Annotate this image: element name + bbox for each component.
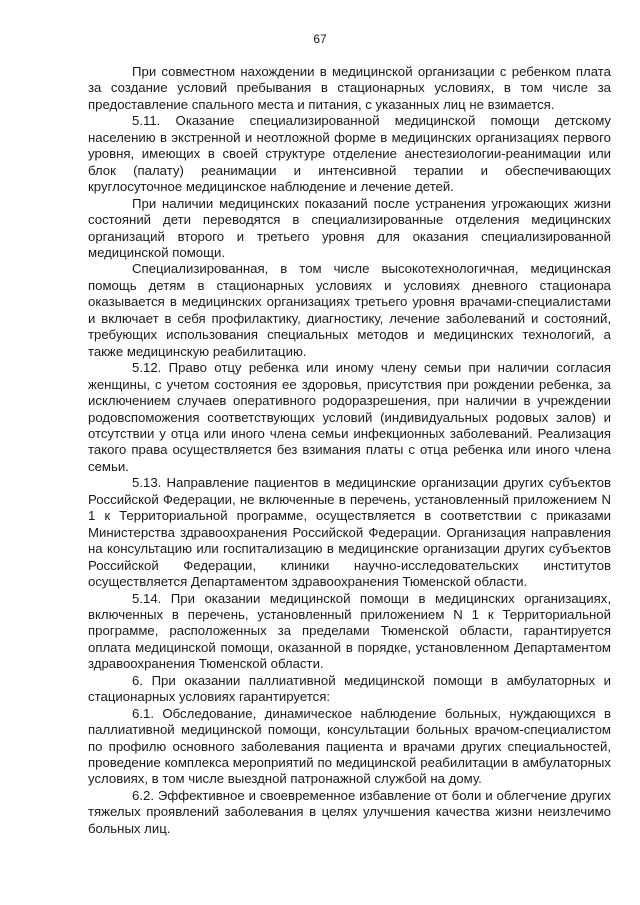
page-number: 67: [313, 32, 327, 46]
paragraph-5-13: 5.13. Направление пациентов в медицинские организации других субъектов Российской Федерации, не включенные в перечень, установленный приложением N 1 к Территориальной программе, осуществляется в соответствии с приказами Министерства здравоохранения Российской Федерации. Организация направления на консультацию или госпитализацию в медицинские организации других субъектов Российской Федерации, клиники научно-исследовательских институтов осуществляется Департаментом здравоохранения Тюменской области.: [88, 475, 611, 590]
paragraph-6: 6. При оказании паллиативной медицинской помощи в амбулаторных и стационарных условиях гарантируется:: [88, 672, 611, 705]
paragraph-joint-stay-fee: При совместном нахождении в медицинской организации с ребенком плата за создание условий пребывания в стационарных условиях, в том числе за предоставление спального места и питания, с указанных лиц не взимается.: [88, 64, 611, 112]
document-body: [88, 64, 611, 837]
paragraph-6-1: 6.1. Обследование, динамическое наблюдение больных, нуждающихся в паллиативной медицинской помощи, консультации больных врачом-специалистом по профилю основного заболевания пациента и врачами других специальностей, проведение комплекса мероприятий по медицинской реабилитации в амбулаторных условиях, в том числе выездной патронажной службой на дому.: [88, 705, 611, 787]
paragraph-5-12: 5.12. Право отцу ребенка или иному члену семьи при наличии согласия женщины, с учетом состояния ее здоровья, присутствия при рождении ребенка, за исключением случаев оперативного родоразрешения, при наличии в учреждении родовспоможения соответствующих условий (индивидуальных родовых залов) и отсутствии у отца или иного члена семьи инфекционных заболеваний. Реализация такого права осуществляется без взимания платы с отца ребенка или иного члена семьи.: [88, 360, 611, 474]
paragraph-6-2: 6.2. Эффективное и своевременное избавление от боли и облегчение других тяжелых проявлений заболевания в целях улучшения качества жизни неизлечимо больных лиц.: [88, 787, 611, 836]
paragraph-5-11: 5.11. Оказание специализированной медицинской помощи детскому населению в экстренной и неотложной форме в медицинских организациях первого уровня, имеющих в своей структуре отделение анестезиологии-реанимации или блок (палату) реанимации и интенсивной терапии и обеспечивающих круглосуточное медицинское наблюдение и лечение детей.: [88, 113, 611, 195]
paragraph-transfer-after-stabilization: При наличии медицинских показаний после устранения угрожающих жизни состояний дети переводятся в специализированные отделения медицинских организаций второго и третьего уровня для оказания специализированной медицинской помощи.: [88, 195, 611, 260]
paragraph-5-14: 5.14. При оказании медицинской помощи в медицинских организациях, включенных в перечень, установленный приложением N 1 к Территориальной программе, расположенных за пределами Тюменской области, гарантируется оплата медицинской помощи, оказанной в порядке, установленном Департаментом здравоохранения Тюменской области.: [88, 590, 611, 672]
paragraph-specialized-care-children: Специализированная, в том числе высокотехнологичная, медицинская помощь детям в стационарных условиях и условиях дневного стационара оказывается в медицинских организациях третьего уровня врачами-специалистами и включает в себя профилактику, диагностику, лечение заболеваний и состояний, требующих использования специальных методов и медицинских технологий, а также медицинскую реабилитацию.: [88, 261, 611, 359]
